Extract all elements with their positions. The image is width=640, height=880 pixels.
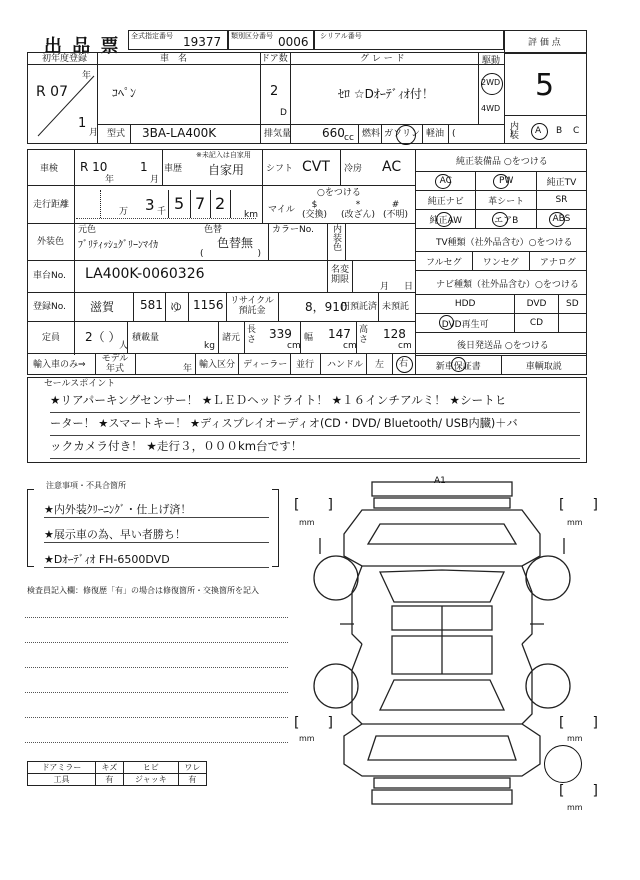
load-label: 積載量: [132, 333, 160, 343]
eq-pw-circle: [493, 174, 509, 189]
grade: ｾﾛ ☆Dｵｰﾃﾞｨｵ付！: [338, 87, 434, 101]
shift-label: シフト: [266, 164, 294, 174]
capacity-label: 定員: [42, 333, 61, 343]
eq-abs: ABS: [536, 210, 586, 229]
model-label: 型式: [107, 129, 126, 139]
history: 自家用: [208, 163, 245, 177]
model-year-unit: 年: [183, 364, 193, 374]
shaken-label: 車検: [40, 164, 59, 174]
height: 128: [383, 327, 406, 341]
shaken-month-unit: 月: [150, 175, 160, 185]
history-note: ※未記入は自家用: [196, 151, 251, 159]
eq-oneseg: ワンセグ: [472, 252, 529, 271]
mm-tl: mm: [299, 518, 315, 527]
mirror-label: ドアミラー: [28, 762, 96, 774]
doors-label: ドア数: [261, 54, 288, 64]
first-reg-year: R 07: [36, 84, 68, 100]
name-change-label: 名変期限: [331, 265, 350, 285]
auction-no: 19377: [183, 35, 222, 49]
eq-warranty: 新車保証書: [416, 356, 502, 375]
fuel-diesel: 軽油: [426, 129, 445, 139]
jack-value: 有: [178, 774, 206, 786]
mm-tr: mm: [567, 518, 583, 527]
paint: 色替無: [217, 236, 254, 250]
eq-abs-circle: [549, 212, 565, 227]
mileage-circle-note: ○をつける: [317, 188, 361, 198]
eq-ac: AC: [416, 172, 476, 191]
serial-label: シリアル番号: [320, 32, 362, 40]
sales-line-2: ーター！ ★スマートキー！ ★ディスプレイオーディオ(CD・DVD/ Bluetooth/ USB内臓)＋バ: [50, 415, 580, 436]
mm-spare: mm: [567, 803, 583, 812]
reg-class: 581: [140, 298, 163, 312]
recycle-label: リサイクル預託金: [230, 296, 274, 316]
interior-c: C: [573, 126, 580, 136]
notes-label: 注意事項・不具合箇所: [46, 481, 126, 490]
import-label: 輸入車のみ⇒: [33, 360, 86, 370]
break-label: ワレ: [178, 762, 206, 774]
width-label: 幅: [304, 333, 314, 343]
int-color-label: 内装色: [333, 225, 343, 253]
orig-color: ﾌﾞﾘﾃｨｯｼｭｸﾞﾘｰﾝﾏｲｶ: [78, 240, 158, 251]
mileage-man: 3: [145, 196, 155, 214]
inspector-label: 検査員記入欄：修復歴「有」の場合は修復箇所・交換箇所を記入: [27, 586, 259, 595]
drive-2wd: 2WD: [481, 78, 501, 87]
mm-bl: mm: [299, 734, 315, 743]
month-unit: 月: [89, 128, 99, 138]
eq-hdd: HDD: [416, 295, 515, 314]
class-no: 0006: [278, 35, 309, 49]
equipment-grid-4: [415, 355, 587, 375]
import-type-label: 輸入区分: [199, 360, 236, 370]
fuel-gas: ガソリン: [384, 129, 421, 139]
drive-label: 駆動: [482, 56, 501, 66]
sales-label: セールスポイント: [44, 379, 116, 389]
tv-label: TV種類（社外品含む）○をつける: [436, 238, 573, 248]
shaken-month: 1: [140, 160, 148, 174]
orig-color-label: 元色: [78, 225, 97, 235]
sei-label: 諸元: [222, 333, 241, 343]
rating-label: 評 価 点: [528, 38, 561, 48]
eq-aw-circle: [436, 212, 452, 227]
tool-label: 工具: [28, 774, 96, 786]
reg-pref: 滋賀: [90, 300, 115, 314]
equipment-grid-2: [415, 251, 587, 271]
len: 339: [269, 327, 292, 341]
reg-kana: ゆ: [170, 300, 183, 314]
page-title: 出 品 票: [44, 36, 121, 57]
height-label: 高さ: [359, 325, 369, 345]
shaken-year-unit: 年: [105, 175, 115, 185]
mileage-label: 走行距離: [33, 200, 70, 210]
handle-left: 左: [375, 360, 385, 370]
man-unit: 万: [119, 207, 129, 217]
tool-value: 有: [95, 774, 123, 786]
ship-label: 後日発送品 ○をつける: [457, 341, 549, 351]
recycle-none: 未預託: [382, 302, 410, 312]
eq-sr: SR: [536, 191, 586, 210]
capacity-unit: 人: [119, 341, 129, 351]
sales-line-1: ★リアパーキングセンサー！ ★ＬＥＤヘッドライト！ ★１６インチアルミ！ ★シートヒ: [50, 392, 580, 413]
width-unit: cm: [343, 341, 357, 351]
eq-manual: 車輌取説: [501, 356, 587, 375]
drive-4wd: 4WD: [481, 104, 501, 113]
sen-unit: 千: [157, 207, 167, 217]
aircon: AC: [382, 159, 402, 175]
vin: LA400K-0060326: [85, 266, 205, 282]
model-year-label: モデル年式: [101, 354, 129, 374]
capacity: 2（ ）: [85, 330, 121, 344]
eq-sd: SD: [558, 295, 586, 314]
shift: CVT: [302, 159, 330, 175]
rating-value: 5: [535, 68, 555, 103]
spare-tire: [544, 745, 582, 783]
first-reg-month: 1: [78, 116, 87, 131]
fuel-label: 燃料: [362, 129, 381, 139]
exchange: $ (交換): [302, 200, 328, 220]
a1-label: A1: [434, 476, 446, 486]
len-unit: cm: [287, 341, 301, 351]
year-unit: 年: [82, 71, 92, 81]
note-line-2: ★展示車の為、早い者勝ち！: [44, 526, 269, 543]
first-reg-label: 初年度登録: [42, 54, 88, 64]
sales-line-3: ックカメラ付き！ ★走行３，０００km台です！: [50, 438, 580, 459]
crack-label: ヒビ: [123, 762, 178, 774]
eq-airbag: エアB: [476, 210, 536, 229]
footer-table: [27, 761, 207, 786]
aircon-label: 冷房: [344, 164, 363, 174]
eq-warranty-circle: [451, 357, 466, 372]
eq-cd: CD: [515, 314, 558, 333]
interior-a: A: [535, 126, 542, 136]
eq-fullseg: フルセグ: [416, 252, 473, 271]
mileage-d2: 7: [195, 194, 206, 213]
mile-label: マイル: [268, 205, 295, 215]
notes-frame: [27, 489, 34, 567]
load-unit: kg: [204, 341, 215, 351]
interior-b: B: [556, 126, 563, 136]
car-name: ｺﾍﾟﾝ: [112, 86, 137, 100]
nc-month: 月: [380, 282, 390, 292]
note-line-3: ★Dｵｰﾃﾞｨｵ FH-6500DVD: [44, 551, 269, 568]
parallel: 並行: [296, 360, 315, 370]
doors: 2: [270, 84, 279, 99]
height-unit: cm: [398, 341, 412, 351]
km-unit: km: [244, 210, 258, 220]
handle-right: 右: [399, 359, 409, 369]
auction-no-label: 全式指定番号: [131, 32, 173, 40]
interior-label: 内装: [510, 122, 520, 141]
eq-leather: 革シート: [476, 191, 536, 210]
model: 3BA-LA400K: [142, 126, 217, 140]
color-no-label: カラーNo.: [272, 225, 314, 235]
note-line-1: ★内外装ｸﾘｰﾆﾝｸﾞ・仕上げ済！: [44, 501, 269, 518]
shaken: R 10: [80, 160, 108, 174]
len-label: 長さ: [247, 325, 257, 345]
history-label: 車歴: [164, 164, 183, 174]
mileage-d3: 2: [215, 194, 226, 213]
eq-ac-circle: [435, 174, 451, 189]
car-name-label: 車 名: [160, 54, 188, 64]
paint-label: 色替: [204, 225, 223, 235]
eq-analog: アナログ: [529, 252, 586, 271]
vin-label: 車台No.: [33, 271, 66, 281]
jack-label: ジャッキ: [123, 774, 178, 786]
mm-br: mm: [567, 734, 583, 743]
eq-dvd-play: DVD再生可: [416, 314, 515, 333]
eq-aw: 純正AW: [416, 210, 476, 229]
width: 147: [328, 327, 351, 341]
grade-label: グ レ ー ド: [360, 54, 405, 64]
displacement: 660: [322, 126, 345, 140]
eq-navi: 純正ナビ: [416, 191, 476, 210]
navi-label: ナビ種類（社外品含む）○をつける: [436, 280, 579, 290]
doors-suffix: D: [280, 108, 287, 118]
recycle: 8，910: [305, 300, 348, 314]
tampered: * (改ざん): [341, 200, 376, 220]
reg-num: 1156: [193, 298, 224, 312]
eq-airbag-circle: [492, 212, 508, 227]
recycle-done: 円預託済: [341, 302, 378, 312]
eq-tv: 純正TV: [536, 172, 586, 191]
unknown: # (不明): [383, 200, 409, 220]
nc-day: 日: [404, 282, 414, 292]
eq-dvd: DVD: [515, 295, 558, 314]
color-label: 外装色: [37, 237, 65, 247]
displacement-unit: cc: [344, 133, 354, 143]
mileage-d1: 5: [174, 194, 185, 213]
reg-label: 登録No.: [33, 302, 66, 312]
eq-pw: PW: [476, 172, 536, 191]
displacement-label: 排気量: [264, 129, 292, 139]
class-no-label: 類別区分番号: [231, 32, 273, 40]
handle-label: ハンドル: [327, 360, 364, 370]
dealer: ディーラー: [243, 360, 288, 370]
scratch-label: キズ: [95, 762, 123, 774]
genuine-label: 純正装備品 ○をつける: [456, 157, 548, 167]
eq-dvdplay-circle: [439, 315, 454, 330]
